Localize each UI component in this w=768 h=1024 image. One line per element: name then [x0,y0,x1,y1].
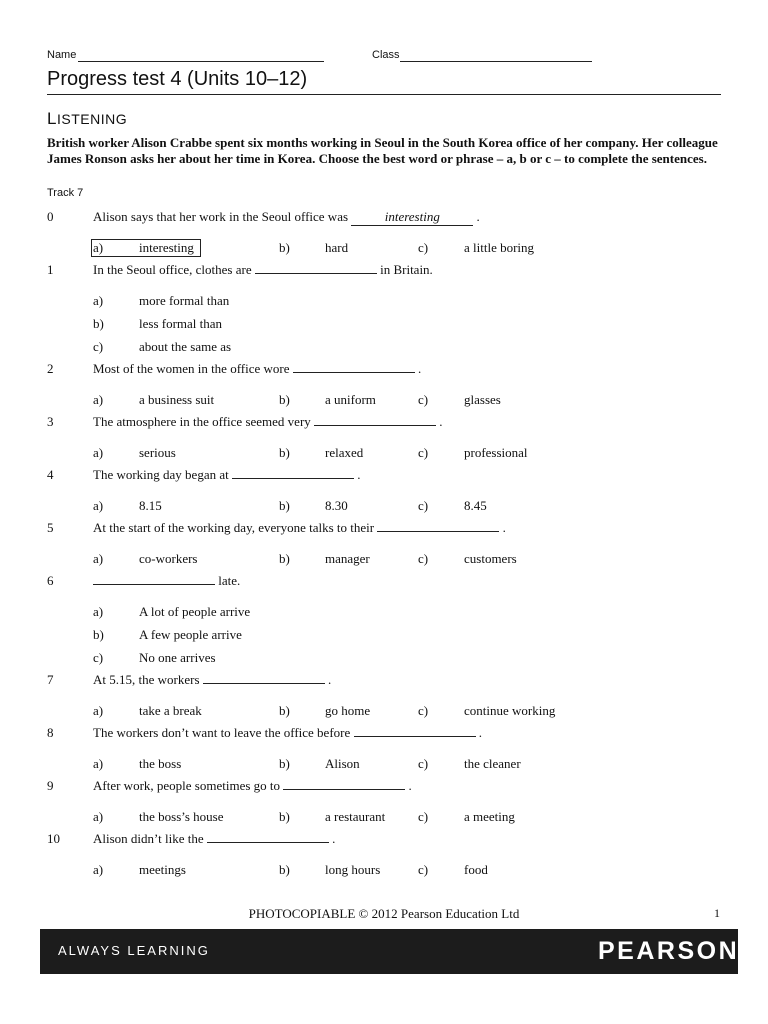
question-number: 7 [47,672,54,687]
option-text[interactable]: a business suit [139,392,215,407]
question-tail: late. [218,573,241,588]
question-stem: The workers don’t want to leave the office before [93,725,351,740]
option-text[interactable]: professional [464,445,528,460]
question-text [93,831,335,847]
option-text[interactable]: 8.45 [464,498,487,513]
option-letter[interactable]: c) [418,498,429,513]
question-tail: . [357,467,361,482]
option-text[interactable]: food [464,862,488,877]
page-title: Progress test 4 (Units 10–12) [47,68,308,90]
option-letter[interactable]: b) [279,756,290,771]
question-text [93,672,331,688]
question-number: 8 [47,725,54,740]
option-letter[interactable]: c) [418,392,429,407]
question-text [93,520,506,536]
question-number: 0 [47,209,54,224]
option-text[interactable]: long hours [325,862,381,877]
section-initial: L [47,109,57,128]
option-letter[interactable]: b) [93,316,104,331]
question-number: 1 [47,262,54,277]
option-letter[interactable]: b) [93,627,104,642]
option-text[interactable]: serious [139,445,176,460]
question-number: 5 [47,520,54,535]
option-text[interactable]: more formal than [139,293,230,308]
option-text[interactable]: A few people arrive [139,627,242,642]
option-text[interactable]: glasses [464,392,501,407]
option-text[interactable]: No one arrives [139,650,216,665]
option-letter[interactable]: c) [93,650,104,665]
question-stem: After work, people sometimes go to [93,778,281,793]
answer-blank[interactable] [203,672,325,684]
option-letter[interactable]: b) [279,551,290,566]
option-text[interactable]: Alison [325,756,360,771]
name-field[interactable] [78,49,324,62]
name-label: Name [47,49,77,61]
option-letter[interactable]: a) [93,756,104,771]
pearson-logo: PEARSON [598,937,740,965]
option-letter[interactable]: c) [418,240,429,255]
question-number: 10 [47,831,60,846]
option-letter[interactable]: c) [418,862,429,877]
option-text[interactable]: a meeting [464,809,515,824]
answer-blank[interactable] [377,520,499,532]
question-number: 9 [47,778,54,793]
question-text [93,361,421,377]
banner-slogan: ALWAYS LEARNING [58,943,210,958]
option-letter[interactable]: c) [418,756,429,771]
question-text [93,262,433,278]
answer-blank[interactable] [314,414,436,426]
question-number: 6 [47,573,54,588]
question-stem: Alison didn’t like the [93,831,204,846]
option-text[interactable]: customers [464,551,517,566]
option-letter[interactable]: a) [93,551,104,566]
question-tail: in Britain. [380,262,433,277]
answer-blank[interactable] [93,573,215,585]
question-text [93,778,412,794]
question-stem: At the start of the working day, everyone talks to their [93,520,375,535]
option-text[interactable]: go home [325,703,371,718]
class-label: Class [372,49,400,61]
option-text[interactable]: 8.30 [325,498,348,513]
question-number: 2 [47,361,54,376]
option-text[interactable]: take a break [139,703,202,718]
question-text [93,725,482,741]
option-letter[interactable]: c) [418,551,429,566]
question-stem: In the Seoul office, clothes are [93,262,252,277]
question-tail: . [332,831,336,846]
option-letter[interactable]: a) [93,604,104,619]
option-letter[interactable]: a) [93,445,104,460]
question-text [93,414,443,430]
question-tail: . [418,361,422,376]
question-tail: . [502,520,506,535]
option-text[interactable]: less formal than [139,316,223,331]
answer-blank[interactable] [232,467,354,479]
option-text[interactable]: relaxed [325,445,364,460]
option-letter[interactable]: c) [93,339,104,354]
option-letter[interactable]: b) [279,445,290,460]
option-text[interactable]: A lot of people arrive [139,604,251,619]
option-letter[interactable]: b) [279,862,290,877]
option-text[interactable]: a restaurant [325,809,386,824]
option-letter[interactable]: c) [418,703,429,718]
option-letter[interactable]: a) [93,703,104,718]
question-stem: The working day began at [93,467,229,482]
option-letter[interactable]: a) [93,809,104,824]
question-number: 4 [47,467,54,482]
option-letter[interactable]: b) [279,240,290,255]
option-letter[interactable]: b) [279,809,290,824]
title-divider [47,94,721,95]
option-letter[interactable]: b) [279,703,290,718]
question-tail: . [439,414,443,429]
option-letter[interactable]: a) [93,862,104,877]
question-stem: Most of the women in the office wore [93,361,290,376]
option-text[interactable]: continue working [464,703,556,718]
section-heading [47,109,127,129]
answer-blank[interactable] [293,361,415,373]
question-tail: . [328,672,332,687]
question-stem: At 5.15, the workers [93,672,200,687]
option-letter[interactable]: a) [93,240,104,255]
option-text[interactable]: meetings [139,862,186,877]
copyright-footer: PHOTOCOPIABLE © 2012 Pearson Education Ltd [248,906,520,921]
answer-blank[interactable] [255,262,377,274]
option-letter[interactable]: a) [93,498,104,513]
option-text[interactable]: a uniform [325,392,376,407]
question-tail: . [476,209,480,224]
option-text[interactable]: the boss’s house [139,809,224,824]
option-letter[interactable]: b) [279,498,290,513]
option-text[interactable]: about the same as [139,339,232,354]
example-answer: interesting [384,209,440,224]
class-field[interactable] [400,49,592,62]
option-text[interactable]: manager [325,551,370,566]
option-letter[interactable]: a) [93,392,104,407]
question-text [93,467,360,483]
option-text[interactable]: interesting [139,240,194,255]
answer-blank[interactable] [354,725,476,737]
question-text [93,209,480,226]
question-text [93,573,240,589]
option-text[interactable]: 8.15 [139,498,162,513]
option-text[interactable]: a little boring [464,240,535,255]
question-stem: The atmosphere in the office seemed very [93,414,311,429]
page-number: 1 [714,906,720,920]
option-letter[interactable]: c) [418,809,429,824]
option-letter[interactable]: b) [279,392,290,407]
option-text[interactable]: hard [325,240,349,255]
answer-blank[interactable] [207,831,329,843]
question-tail: . [408,778,412,793]
option-letter[interactable]: a) [93,293,104,308]
option-text[interactable]: the boss [139,756,182,771]
question-stem: Alison says that her work in the Seoul office was [93,209,349,224]
question-number: 3 [47,414,54,429]
option-text[interactable]: the cleaner [464,756,521,771]
section-rest: ISTENING [56,111,128,127]
option-letter[interactable]: c) [418,445,429,460]
option-text[interactable]: co-workers [139,551,198,566]
example-answer-box [91,239,201,257]
question-tail: . [478,725,483,740]
answer-blank[interactable] [351,209,473,226]
track-label: Track 7 [47,187,84,199]
answer-blank[interactable] [283,778,405,790]
instructions: British worker Alison Crabbe spent six months working in Seoul in the South Korea office of her company. Her colleague James Ronson asks her about her time in Korea. Choose the best word or phrase – a, b or c – to complete the sentences. [47,135,718,166]
